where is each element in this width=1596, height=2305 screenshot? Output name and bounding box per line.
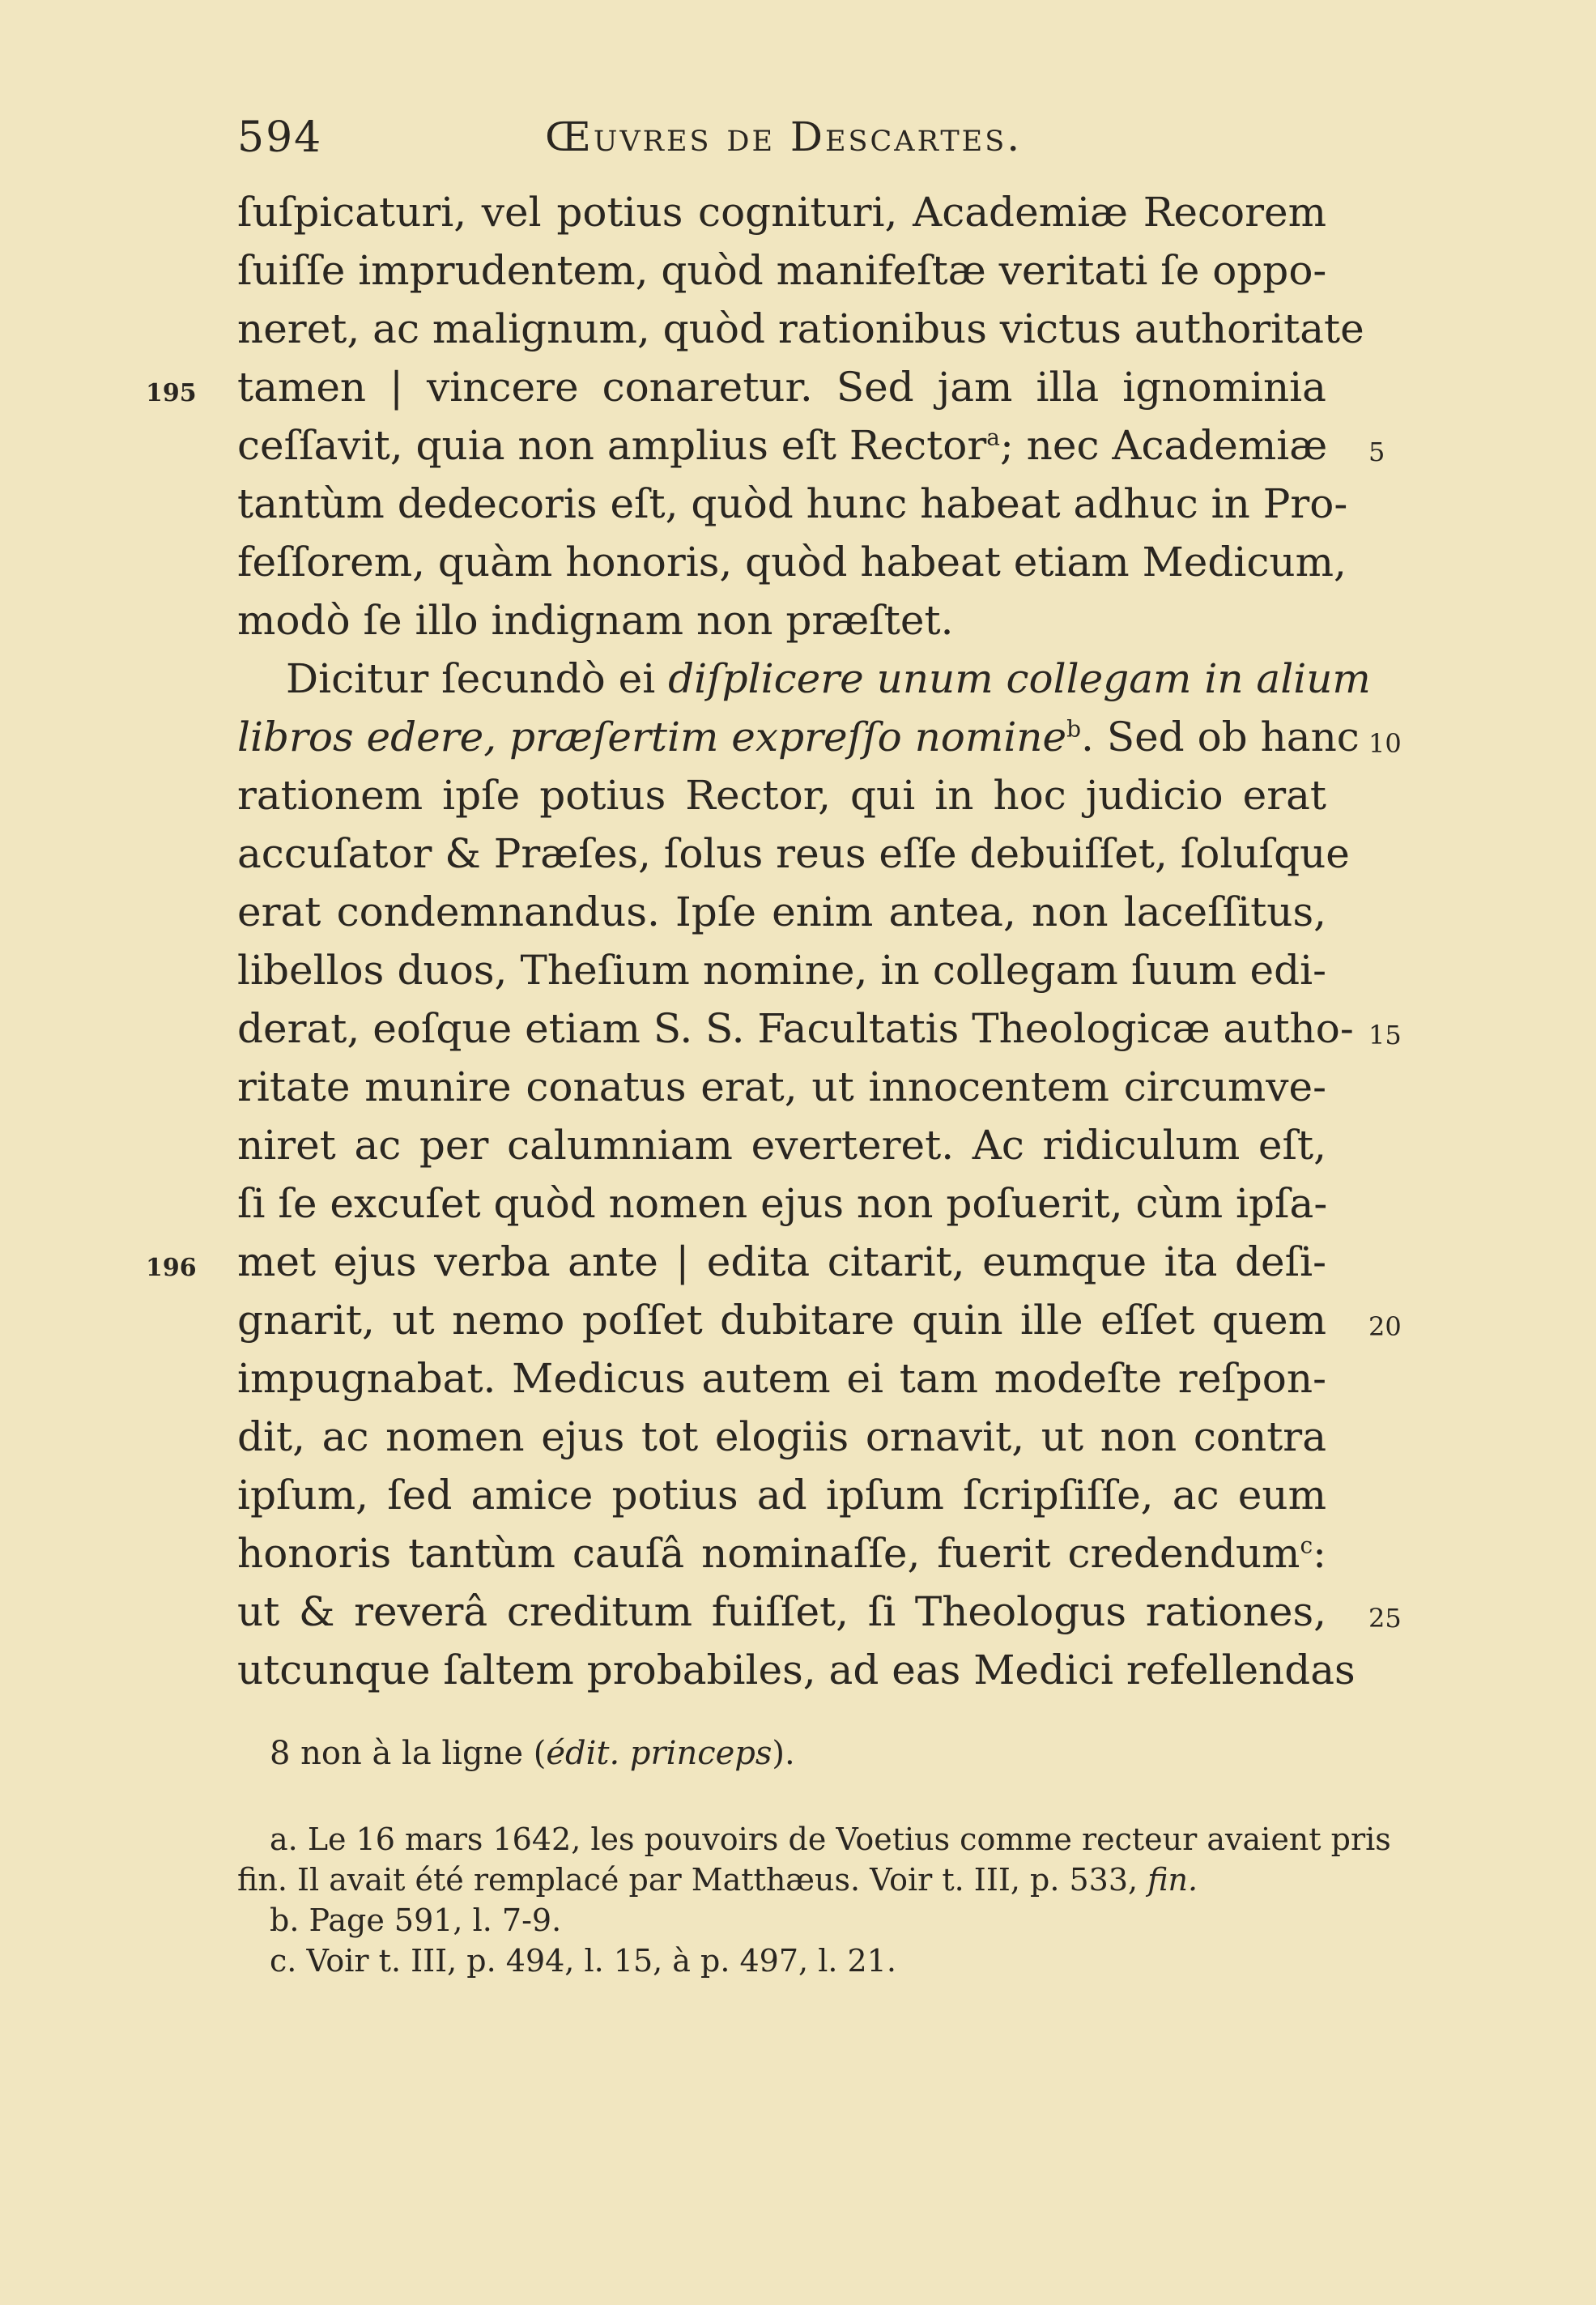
text-line [237,650,1371,708]
text-line: neret, ac malignum, quòd rationibus victus authoritate [237,305,1364,352]
text-line: feſſorem, quàm honoris, quòd habeat etiam Medicum, [237,539,1347,586]
main-text [237,183,1371,1699]
footnote-b: b. Page 591, l. 7-9. [270,1902,562,1938]
variant-close: ). [772,1735,795,1772]
text-line: ſuiſſe imprudentem, quòd manifeſtæ veritati ſe oppo- [237,247,1327,294]
line-number-20: 20 [1368,1311,1402,1342]
page-number: 594 [237,113,323,162]
text-line: ſuſpicaturi, vel potius cognituri, Academiæ Recorem [237,189,1326,236]
line-number-25: 25 [1368,1603,1402,1634]
text-run: fin. [1147,1862,1198,1898]
text-run: ; nec Academiæ [999,422,1328,469]
footnote-mark-a: a [986,424,1000,451]
text-line: ut & reverâ creditum fuiſſet, ſi Theologus rationes, [237,1588,1326,1635]
variant-source: édit. princeps [546,1735,772,1772]
text-line: modò ſe illo indignam non præſtet. [237,597,954,644]
text-line: dit, ac nomen ejus tot elogiis ornavit, ut non contra [237,1413,1326,1460]
text-line: met ejus verba ante | edita citarit, eumque ita deſi- [237,1238,1326,1285]
margin-ref-196: 196 [146,1254,197,1282]
text-line [237,416,1326,475]
text-run: . Sed ob hanc [1081,714,1360,761]
footnote-a-line1: a. Le 16 mars 1642, les pouvoirs de Voetius comme recteur avaient pris [270,1821,1391,1857]
italic-quote: diſplicere unum collegam in alium [668,655,1371,702]
line-number-15: 15 [1368,1020,1402,1050]
text-line: niret ac per calumniam everteret. Ac ridiculum eſt, [237,1122,1326,1169]
footnote-mark-c: c [1300,1532,1313,1559]
italic-quote: libros edere, præſertim expreſſo nomine [237,714,1067,761]
text-run: fin. Il avait été remplacé par Matthæus. Voir t. III, p. 533, [237,1862,1138,1898]
text-run: : [1313,1530,1326,1577]
text-line: ſi ſe excuſet quòd nomen ejus non poſuerit, cùm ipſa- [237,1180,1328,1227]
line-number-5: 5 [1368,437,1385,467]
text-line: derat, eoſque etiam S. S. Facultatis Theologicæ autho- [237,1005,1354,1052]
running-head [237,113,1326,170]
variant-text: 8 non à la ligne ( [270,1735,547,1772]
text-line: erat condemnandus. Ipſe enim antea, non laceſſitus, [237,888,1326,935]
line-number-10: 10 [1368,728,1402,759]
footnote-c: c. Voir t. III, p. 494, l. 15, à p. 497, l. 21. [270,1943,896,1979]
text-line: impugnabat. Medicus autem ei tam modeſte reſpon- [237,1355,1326,1402]
text-line: libellos duos, Theſium nomine, in collegam ſuum edi- [237,947,1326,994]
margin-ref-195: 195 [146,379,197,407]
text-run: Dicitur ſecundò ei [286,655,656,702]
textual-variant-note [270,1735,795,1772]
text-line: gnarit, ut nemo poſſet dubitare quin ille eſſet quem [237,1297,1326,1344]
text-run: ceſſavit, quia non amplius eſt Rector [237,422,987,469]
text-line [237,708,1360,766]
text-line: accuſator & Præſes, ſolus reus eſſe debuiſſet, ſoluſque [237,830,1350,877]
text-line: tantùm dedecoris eſt, quòd hunc habeat adhuc in Pro- [237,480,1348,527]
text-line: ipſum, ſed amice potius ad ipſum ſcripſiſſe, ac eum [237,1472,1326,1519]
footnote-mark-b: b [1066,715,1082,743]
text-line: ritate munire conatus erat, ut innocentem circumve- [237,1063,1326,1110]
footnote-a-line2 [237,1860,1326,1900]
text-line [237,1524,1326,1583]
text-line: rationem ipſe potius Rector, qui in hoc judicio erat [237,772,1326,819]
text-run: honoris tantùm cauſâ nominaſſe, fuerit credendum [237,1530,1300,1577]
text-line: tamen | vincere conaretur. Sed jam illa ignominia [237,364,1326,411]
footnotes [237,1819,1391,1981]
text-line: utcunque ſaltem probabiles, ad eas Medici refellendas [237,1647,1356,1694]
running-title: Œuvres de Descartes. [545,113,1023,160]
